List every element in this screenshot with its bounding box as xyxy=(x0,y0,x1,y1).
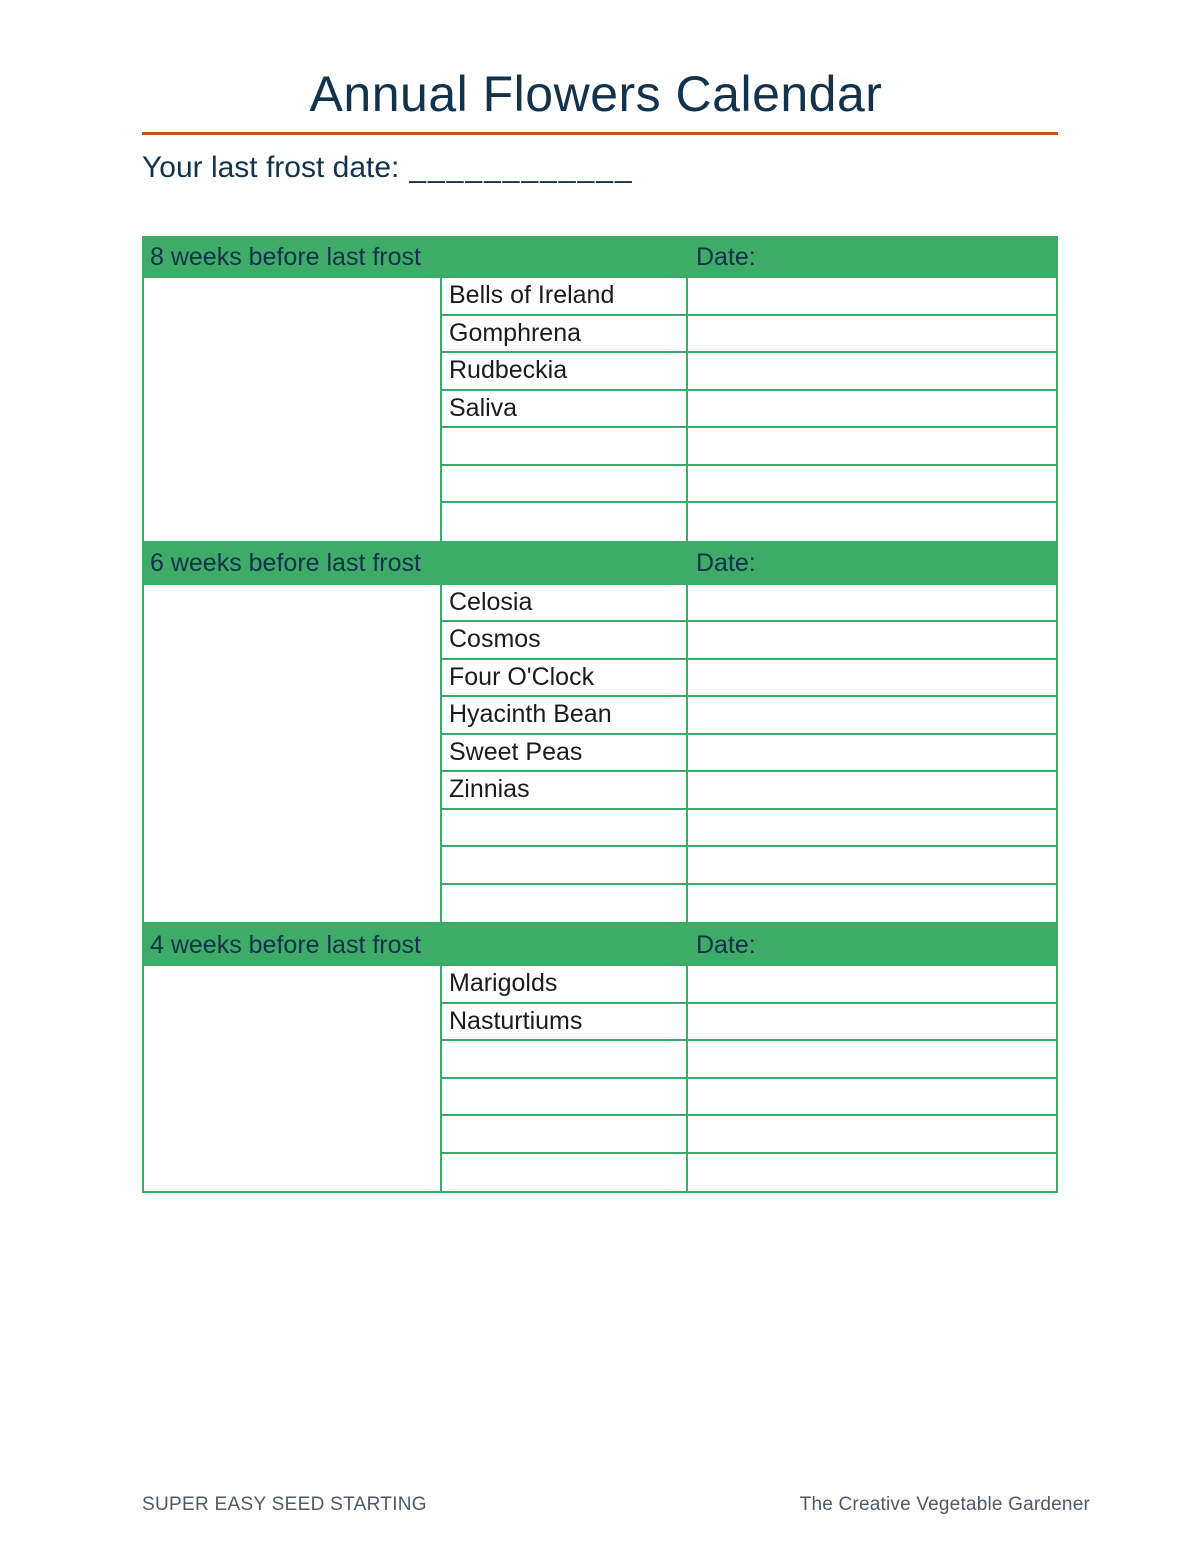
plant-name-cell[interactable] xyxy=(442,1041,686,1079)
notes-cell[interactable] xyxy=(144,391,440,429)
notes-cell[interactable] xyxy=(144,428,440,466)
notes-cell[interactable] xyxy=(144,1079,440,1117)
plant-name-cell[interactable]: Bells of Ireland xyxy=(442,278,686,316)
footer-left-label: SUPER EASY SEED STARTING xyxy=(142,1494,427,1515)
date-entry-column xyxy=(688,966,1056,1191)
last-frost-date-blank[interactable]: ____________ xyxy=(409,151,634,184)
plant-name-cell[interactable] xyxy=(442,428,686,466)
plant-name-cell[interactable] xyxy=(442,847,686,885)
notes-cell[interactable] xyxy=(144,1041,440,1079)
notes-column[interactable] xyxy=(144,585,442,923)
section-title: 4 weeks before last frost xyxy=(150,932,421,958)
section-title: 6 weeks before last frost xyxy=(150,551,421,576)
date-cell[interactable] xyxy=(688,353,1056,391)
section-header xyxy=(142,924,1058,966)
plant-name-cell[interactable] xyxy=(442,1154,686,1192)
date-entry-column xyxy=(688,278,1056,541)
page-title: Annual Flowers Calendar xyxy=(309,66,883,122)
notes-cell[interactable] xyxy=(144,810,440,848)
notes-column[interactable] xyxy=(144,966,442,1191)
date-cell[interactable] xyxy=(688,1004,1056,1042)
date-cell[interactable] xyxy=(688,622,1056,660)
plant-name-column xyxy=(442,278,688,541)
date-cell[interactable] xyxy=(688,885,1056,923)
plant-name-column xyxy=(442,585,688,923)
date-cell[interactable] xyxy=(688,1079,1056,1117)
notes-cell[interactable] xyxy=(144,585,440,623)
calendar-section xyxy=(142,236,1058,543)
date-cell[interactable] xyxy=(688,772,1056,810)
date-cell[interactable] xyxy=(688,1041,1056,1079)
section-date-label: Date: xyxy=(696,549,756,577)
notes-cell[interactable] xyxy=(144,622,440,660)
date-cell[interactable] xyxy=(688,585,1056,623)
plant-name-cell[interactable]: Four O'Clock xyxy=(442,660,686,698)
notes-cell[interactable] xyxy=(144,353,440,391)
plant-name-column xyxy=(442,966,688,1191)
plant-name-cell[interactable]: Zinnias xyxy=(442,772,686,810)
section-date-label: Date: xyxy=(696,242,756,271)
notes-cell[interactable] xyxy=(144,735,440,773)
plant-name-cell[interactable]: Gomphrena xyxy=(442,316,686,354)
plant-name-cell[interactable]: Hyacinth Bean xyxy=(442,697,686,735)
date-entry-column xyxy=(688,585,1056,923)
last-frost-date-label: Your last frost date: xyxy=(142,151,400,184)
date-cell[interactable] xyxy=(688,1154,1056,1192)
date-cell[interactable] xyxy=(688,466,1056,504)
date-cell[interactable] xyxy=(688,847,1056,885)
footer-right-brand: The Creative Vegetable Gardener xyxy=(799,1494,1090,1515)
notes-cell[interactable] xyxy=(144,847,440,885)
section-header xyxy=(142,543,1058,585)
notes-cell[interactable] xyxy=(144,1004,440,1042)
plant-name-cell[interactable]: Cosmos xyxy=(442,622,686,660)
notes-cell[interactable] xyxy=(144,316,440,354)
page-header xyxy=(0,0,1200,185)
notes-cell[interactable] xyxy=(144,466,440,504)
plant-name-cell[interactable] xyxy=(442,1116,686,1154)
notes-column[interactable] xyxy=(144,278,442,541)
page-footer xyxy=(142,1494,1090,1516)
annual-flowers-calendar-table xyxy=(142,236,1058,1193)
notes-cell[interactable] xyxy=(144,966,440,1004)
notes-cell[interactable] xyxy=(144,1154,440,1192)
section-date-label: Date: xyxy=(696,930,756,959)
section-title: 8 weeks before last frost xyxy=(150,244,421,270)
date-cell[interactable] xyxy=(688,278,1056,316)
date-cell[interactable] xyxy=(688,503,1056,541)
plant-name-cell[interactable] xyxy=(442,885,686,923)
date-cell[interactable] xyxy=(688,391,1056,429)
section-grid xyxy=(142,966,1058,1193)
title-divider-rule xyxy=(142,132,1058,135)
plant-name-cell[interactable]: Nasturtiums xyxy=(442,1004,686,1042)
notes-cell[interactable] xyxy=(144,772,440,810)
calendar-section xyxy=(142,924,1058,1193)
last-frost-date-line xyxy=(142,151,1200,185)
plant-name-cell[interactable] xyxy=(442,503,686,541)
notes-cell[interactable] xyxy=(144,1116,440,1154)
section-grid xyxy=(142,585,1058,925)
date-cell[interactable] xyxy=(688,316,1056,354)
calendar-section xyxy=(142,543,1058,925)
plant-name-cell[interactable]: Rudbeckia xyxy=(442,353,686,391)
plant-name-cell[interactable]: Sweet Peas xyxy=(442,735,686,773)
date-cell[interactable] xyxy=(688,697,1056,735)
notes-cell[interactable] xyxy=(144,697,440,735)
date-cell[interactable] xyxy=(688,735,1056,773)
date-cell[interactable] xyxy=(688,966,1056,1004)
plant-name-cell[interactable] xyxy=(442,810,686,848)
date-cell[interactable] xyxy=(688,428,1056,466)
date-cell[interactable] xyxy=(688,810,1056,848)
notes-cell[interactable] xyxy=(144,503,440,541)
plant-name-cell[interactable] xyxy=(442,466,686,504)
section-grid xyxy=(142,278,1058,543)
notes-cell[interactable] xyxy=(144,885,440,923)
date-cell[interactable] xyxy=(688,1116,1056,1154)
notes-cell[interactable] xyxy=(144,660,440,698)
plant-name-cell[interactable]: Saliva xyxy=(442,391,686,429)
plant-name-cell[interactable]: Celosia xyxy=(442,585,686,623)
section-header xyxy=(142,236,1058,278)
plant-name-cell[interactable] xyxy=(442,1079,686,1117)
date-cell[interactable] xyxy=(688,660,1056,698)
plant-name-cell[interactable]: Marigolds xyxy=(442,966,686,1004)
notes-cell[interactable] xyxy=(144,278,440,316)
